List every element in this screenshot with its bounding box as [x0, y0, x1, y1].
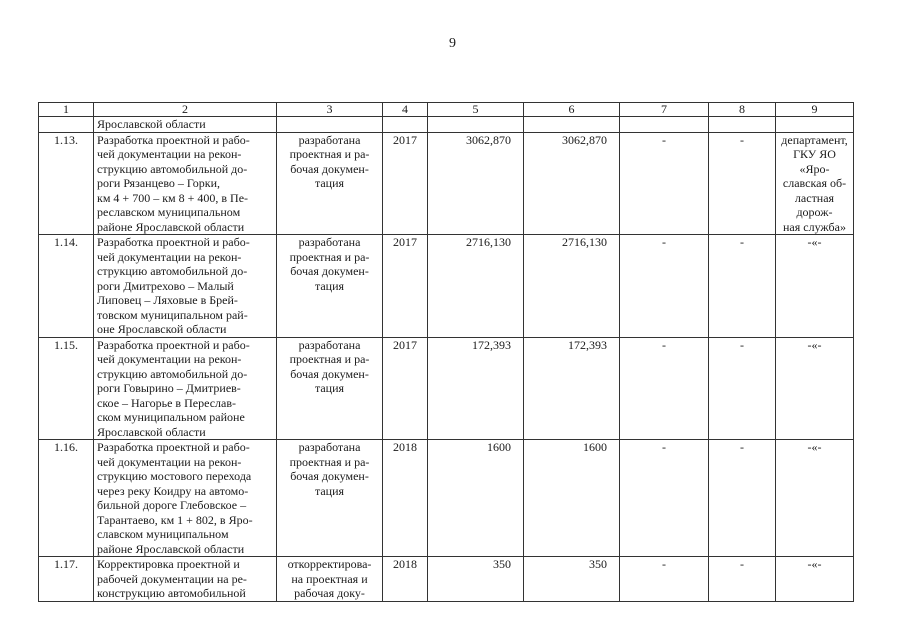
row-amount-5-line: 350 — [493, 557, 511, 571]
row-amount-5 — [428, 132, 524, 235]
row-amount-5-line: 172,393 — [472, 337, 511, 352]
row-col-7 — [620, 235, 709, 338]
row-name-line: роги Говырино – Дмитриев- — [97, 381, 241, 395]
row-name-line: ское – Нагорье в Переслав- — [97, 395, 237, 410]
row-result-line: бочая докумен- — [290, 161, 369, 176]
row-col-7 — [620, 557, 709, 602]
header-cell: 8 — [709, 103, 776, 117]
row-name-line: Липовец – Ляховые в Брей- — [97, 293, 238, 307]
row-result-line: бочая докумен- — [290, 366, 369, 381]
row-number-line: 1.15. — [54, 337, 78, 352]
row-col-8-line: - — [740, 337, 744, 352]
row-col-7 — [620, 440, 709, 557]
row-result-line: разработана — [298, 235, 361, 249]
row-name-line: Разработка проектной и рабо- — [97, 440, 250, 454]
row-name-line: роги Рязанцево – Горки, — [97, 176, 221, 190]
row-name-line: районе Ярославской области — [97, 541, 245, 556]
row-name-line: реславском муниципальном — [97, 205, 241, 219]
row-col-7-line: - — [662, 337, 666, 352]
row-name-line: чей документации на рекон- — [97, 147, 242, 161]
row-year — [383, 337, 428, 440]
row-name-line: товском муниципальном рай- — [97, 307, 248, 322]
row-responsible — [776, 337, 854, 440]
row-name-line: ском муниципальном районе — [97, 410, 245, 424]
row-year-line: 2018 — [393, 440, 417, 454]
row-col-7 — [620, 132, 709, 235]
row-result-line: проектная и ра- — [289, 352, 370, 366]
row-number — [39, 337, 94, 440]
row-responsible — [776, 440, 854, 557]
row-result-line: бочая докумен- — [290, 264, 369, 278]
row-amount-5-line: 2716,130 — [466, 235, 511, 249]
header-row — [39, 103, 854, 117]
row-result-line: тация — [314, 176, 345, 190]
row-name-line: Разработка проектной и рабо- — [97, 132, 250, 147]
row-name-line: через реку Коидру на автомо- — [97, 483, 249, 498]
row-year-line: 2017 — [393, 132, 417, 147]
row-col-7 — [620, 337, 709, 440]
row-amount-6 — [524, 440, 620, 557]
row-name-line: Корректировка проектной и — [97, 557, 240, 571]
row-name-line: роги Дмитрехово – Малый — [97, 278, 234, 293]
row-amount-5-line: 3062,870 — [466, 132, 511, 147]
row-number — [39, 132, 94, 235]
row-number — [39, 440, 94, 557]
row-result-line: рабочая доку- — [294, 586, 365, 600]
row-number — [39, 235, 94, 338]
row-name-line: чей документации на рекон- — [97, 249, 242, 264]
row-year — [383, 132, 428, 235]
row-result-line: проектная и ра- — [289, 249, 370, 264]
row-name-line: славском муниципальном — [97, 527, 229, 541]
row-responsible-line: славская об- — [782, 176, 847, 190]
row-col-8 — [709, 337, 776, 440]
row-result-line: разработана — [298, 132, 361, 147]
row-amount-6-line: 2716,130 — [562, 235, 607, 249]
row-result-line: откорректирова- — [287, 557, 372, 571]
row-result — [277, 440, 383, 557]
row-responsible-line: -«- — [807, 235, 822, 249]
row-name-line: струкцию мостового перехода — [97, 469, 252, 483]
table-body — [39, 103, 854, 602]
row-col-7-line: - — [662, 132, 666, 147]
row-amount-6-line: 1600 — [583, 440, 607, 454]
row-year-line: 2017 — [393, 337, 417, 352]
row-amount-6 — [524, 132, 620, 235]
row-amount-5 — [428, 235, 524, 338]
row-col-8-line: - — [740, 235, 744, 249]
table-row — [39, 557, 854, 602]
row-result-line: проектная и ра- — [289, 454, 370, 469]
row-result-line: проектная и ра- — [289, 147, 370, 161]
row-name-line: струкцию автомобильной до- — [97, 366, 248, 381]
row-number-line: 1.16. — [54, 440, 78, 454]
row-amount-6 — [524, 235, 620, 338]
row-responsible — [776, 235, 854, 338]
table-row — [39, 132, 854, 235]
row-name-line: чей документации на рекон- — [97, 352, 242, 366]
row-name-line: струкцию автомобильной до- — [97, 264, 248, 278]
row-responsible-line: департамент, — [781, 132, 848, 147]
row-responsible-line: -«- — [807, 440, 822, 454]
data-table — [38, 102, 854, 602]
row-year-line: 2017 — [393, 235, 417, 249]
row-result-line: тация — [314, 278, 345, 293]
row-name — [94, 132, 277, 235]
row-amount-5-line: 1600 — [487, 440, 511, 454]
row-number-line: 1.14. — [54, 235, 78, 249]
header-cell: 9 — [776, 103, 854, 117]
row-name-line: районе Ярославской области — [97, 219, 245, 234]
page-number: 9 — [449, 36, 456, 51]
row-result — [277, 557, 383, 602]
row-responsible — [776, 132, 854, 235]
header-cell: 6 — [524, 103, 620, 117]
row-amount-6-line: 350 — [589, 557, 607, 571]
row-name-line: конструкцию автомобильной — [97, 586, 246, 600]
row-col-7-line: - — [662, 235, 666, 249]
continuation-row — [39, 117, 854, 133]
row-result — [277, 235, 383, 338]
row-result-line: тация — [314, 381, 345, 395]
row-name-line: бильной дороге Глебовское – — [97, 498, 247, 512]
row-responsible-line: -«- — [807, 557, 822, 571]
table-row — [39, 235, 854, 338]
row-name-line: оне Ярославской области — [97, 322, 227, 336]
row-amount-6 — [524, 557, 620, 602]
row-responsible-line: ная служба» — [783, 219, 846, 234]
row-number-line: 1.17. — [54, 557, 78, 571]
row-amount-5 — [428, 557, 524, 602]
row-col-8 — [709, 235, 776, 338]
row-result-line: разработана — [298, 440, 361, 454]
row-result-line: тация — [314, 483, 345, 498]
row-year-line: 2018 — [393, 557, 417, 571]
table-row — [39, 337, 854, 440]
row-year — [383, 557, 428, 602]
row-number — [39, 557, 94, 602]
header-cell: 5 — [428, 103, 524, 117]
header-cell: 7 — [620, 103, 709, 117]
row-result-line: бочая докумен- — [290, 469, 369, 483]
row-year — [383, 235, 428, 338]
header-cell: 4 — [383, 103, 428, 117]
row-number-line: 1.13. — [54, 132, 78, 147]
row-col-8 — [709, 557, 776, 602]
header-cell: 3 — [277, 103, 383, 117]
row-name-line: Ярославской области — [97, 424, 206, 439]
row-name-line: км 4 + 700 – км 8 + 400, в Пе- — [97, 190, 249, 205]
row-col-8-line: - — [740, 132, 744, 147]
row-col-7-line: - — [662, 440, 666, 454]
row-year — [383, 440, 428, 557]
row-amount-6 — [524, 337, 620, 440]
row-name — [94, 557, 277, 602]
row-name-line: Разработка проектной и рабо- — [97, 337, 250, 352]
row-responsible-line: -«- — [807, 337, 822, 352]
row-name — [94, 337, 277, 440]
row-name — [94, 440, 277, 557]
row-result — [277, 337, 383, 440]
row-amount-5 — [428, 440, 524, 557]
row-amount-6-line: 172,393 — [568, 337, 607, 352]
row-name-line: Разработка проектной и рабо- — [97, 235, 250, 249]
row-result-line: на проектная и — [291, 571, 368, 586]
row-col-8-line: - — [740, 557, 744, 571]
row-name — [94, 235, 277, 338]
header-cell: 1 — [39, 103, 94, 117]
row-amount-5 — [428, 337, 524, 440]
header-cell: 2 — [94, 103, 277, 117]
row-col-8-line: - — [740, 440, 744, 454]
row-result-line: разработана — [298, 337, 361, 352]
row-result — [277, 132, 383, 235]
row-name-line: чей документации на рекон- — [97, 454, 242, 469]
row-amount-6-line: 3062,870 — [562, 132, 607, 147]
row-col-8 — [709, 132, 776, 235]
row-col-7-line: - — [662, 557, 666, 571]
row-name-line: рабочей документации на ре- — [97, 571, 247, 586]
row-col-8 — [709, 440, 776, 557]
row-responsible-line: ГКУ ЯО «Яро- — [793, 147, 836, 176]
table-row — [39, 440, 854, 557]
row-name-line: Тарантаево, км 1 + 802, в Яро- — [97, 512, 253, 527]
row-responsible-line: ластная дорож- — [794, 190, 835, 219]
row-responsible — [776, 557, 854, 602]
continuation-text: Ярославской области — [94, 117, 277, 133]
row-name-line: струкцию автомобильной до- — [97, 161, 248, 176]
